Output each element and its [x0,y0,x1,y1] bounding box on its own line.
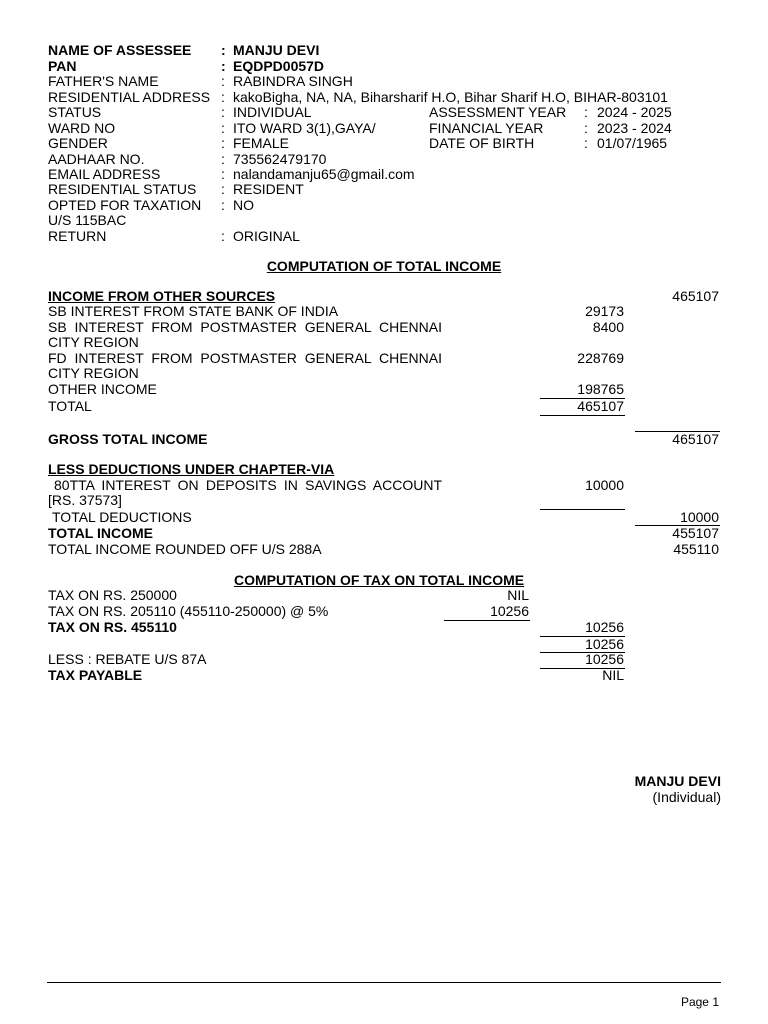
gross-total-income-value: 465107 [672,431,719,447]
assessment-year-label: ASSESSMENT YEAR [429,104,567,120]
tax-slab1-value: NIL [507,587,529,603]
colon: : [221,120,225,136]
colon: : [221,228,225,244]
ward-label: WARD NO [48,120,116,136]
ward-value: ITO WARD 3(1),GAYA/ [233,120,376,136]
income-computation-title: COMPUTATION OF TOTAL INCOME [266,258,502,274]
80tta-value: 10000 [585,477,624,493]
colon: : [221,166,225,182]
signatory-capacity: (Individual) [652,789,721,805]
total-income-label: TOTAL INCOME [48,525,153,541]
tax-slab2-label: TAX ON RS. 205110 (455110-250000) @ 5% [48,603,329,619]
dob-label: DATE OF BIRTH [429,135,535,151]
assessment-year-value: 2024 - 2025 [597,104,672,120]
page-number: Page 1 [680,995,719,1009]
father-value: RABINDRA SINGH [233,73,353,89]
fd-post-interest-label: FD INTEREST FROM POSTMASTER GENERAL CHENNAI [48,350,442,366]
opted-label-cont: U/S 115BAC [48,212,127,228]
colon: : [221,89,225,105]
financial-year-label: FINANCIAL YEAR [429,120,544,136]
colon: : [584,120,588,136]
colon: : [221,58,226,74]
sb-post-interest-label: SB INTEREST FROM POSTMASTER GENERAL CHENNAI [48,319,442,335]
sbi-interest-value: 29173 [585,303,624,319]
tax-payable-label: TAX PAYABLE [48,667,143,683]
sbi-interest-label: SB INTEREST FROM STATE BANK OF INDIA [48,303,339,319]
aadhaar-value: 735562479170 [233,151,327,167]
tax-subtotal-value: 10256 [585,636,624,652]
tax-total-label: TAX ON RS. 455110 [48,619,177,635]
tax-slab-rule [444,620,530,621]
total-underline [540,415,625,416]
rebate-label: LESS : REBATE U/S 87A [48,651,207,667]
opted-value: NO [233,197,254,213]
tax-slab2-value: 10256 [490,603,529,619]
other-income-value: 198765 [577,381,624,397]
colon: : [221,135,225,151]
rounded-income-label: TOTAL INCOME ROUNDED OFF U/S 288A [48,541,322,557]
signatory-name: MANJU DEVI [634,773,721,789]
return-label: RETURN [48,228,107,244]
colon: : [221,197,225,213]
tax-computation-title: COMPUTATION OF TAX ON TOTAL INCOME [234,572,525,588]
address-label: RESIDENTIAL ADDRESS [48,89,211,105]
80tta-label-cont: [RS. 37573] [48,492,122,508]
rounded-income-value: 455110 [673,541,719,557]
colon: : [221,104,225,120]
email-label: EMAIL ADDRESS [48,166,161,182]
gross-total-income-label: GROSS TOTAL INCOME [48,431,208,447]
financial-year-value: 2023 - 2024 [597,120,672,136]
total-deductions-value: 10000 [680,509,719,525]
fd-post-interest-label-cont: CITY REGION [48,365,139,381]
colon: : [221,73,225,89]
rebate-value: 10256 [585,651,624,667]
pan-label: PAN [48,58,77,74]
tax-payable-value: NIL [602,667,624,683]
residential-status-value: RESIDENT [233,181,304,197]
total-deductions-label: TOTAL DEDUCTIONS [52,509,192,525]
80tta-label: 80TTA INTEREST ON DEPOSITS IN SAVINGS ACCOUNT [54,477,442,493]
colon: : [221,42,226,58]
name-label: NAME OF ASSESSEE [48,42,192,58]
total-value: 465107 [577,398,624,414]
colon: : [221,151,225,167]
residential-status-label: RESIDENTIAL STATUS [48,181,197,197]
status-label: STATUS [48,104,102,120]
colon: : [584,135,588,151]
total-label: TOTAL [48,398,92,414]
gender-value: FEMALE [233,135,290,151]
address-value: kakoBigha, NA, NA, Biharsharif H.O, Bihar Sharif H.O, BIHAR-803101 [233,89,668,105]
tax-slab1-label: TAX ON RS. 250000 [48,587,177,603]
aadhaar-label: AADHAAR NO. [48,151,145,167]
tax-total-value: 10256 [585,619,624,635]
other-sources-heading: INCOME FROM OTHER SOURCES [48,288,276,304]
sb-post-interest-value: 8400 [592,319,624,335]
other-sources-total: 465107 [672,288,719,304]
other-income-label: OTHER INCOME [48,381,157,397]
colon: : [221,181,225,197]
email-value: nalandamanju65@gmail.com [233,166,415,182]
status-value: INDIVIDUAL [233,104,312,120]
dob-value: 01/07/1965 [597,135,668,151]
sb-post-interest-label-cont: CITY REGION [48,334,139,350]
gender-label: GENDER [48,135,108,151]
father-label: FATHER'S NAME [48,73,159,89]
deductions-heading: LESS DEDUCTIONS UNDER CHAPTER-VIA [48,461,335,477]
pan-value: EQDPD0057D [233,58,325,74]
name-value: MANJU DEVI [233,42,320,58]
total-income-value: 455107 [672,525,719,541]
fd-post-interest-value: 228769 [577,350,624,366]
deductions-rule [540,509,625,510]
colon: : [584,104,588,120]
footer-rule [47,982,721,983]
return-value: ORIGINAL [233,228,300,244]
opted-label: OPTED FOR TAXATION [48,197,202,213]
